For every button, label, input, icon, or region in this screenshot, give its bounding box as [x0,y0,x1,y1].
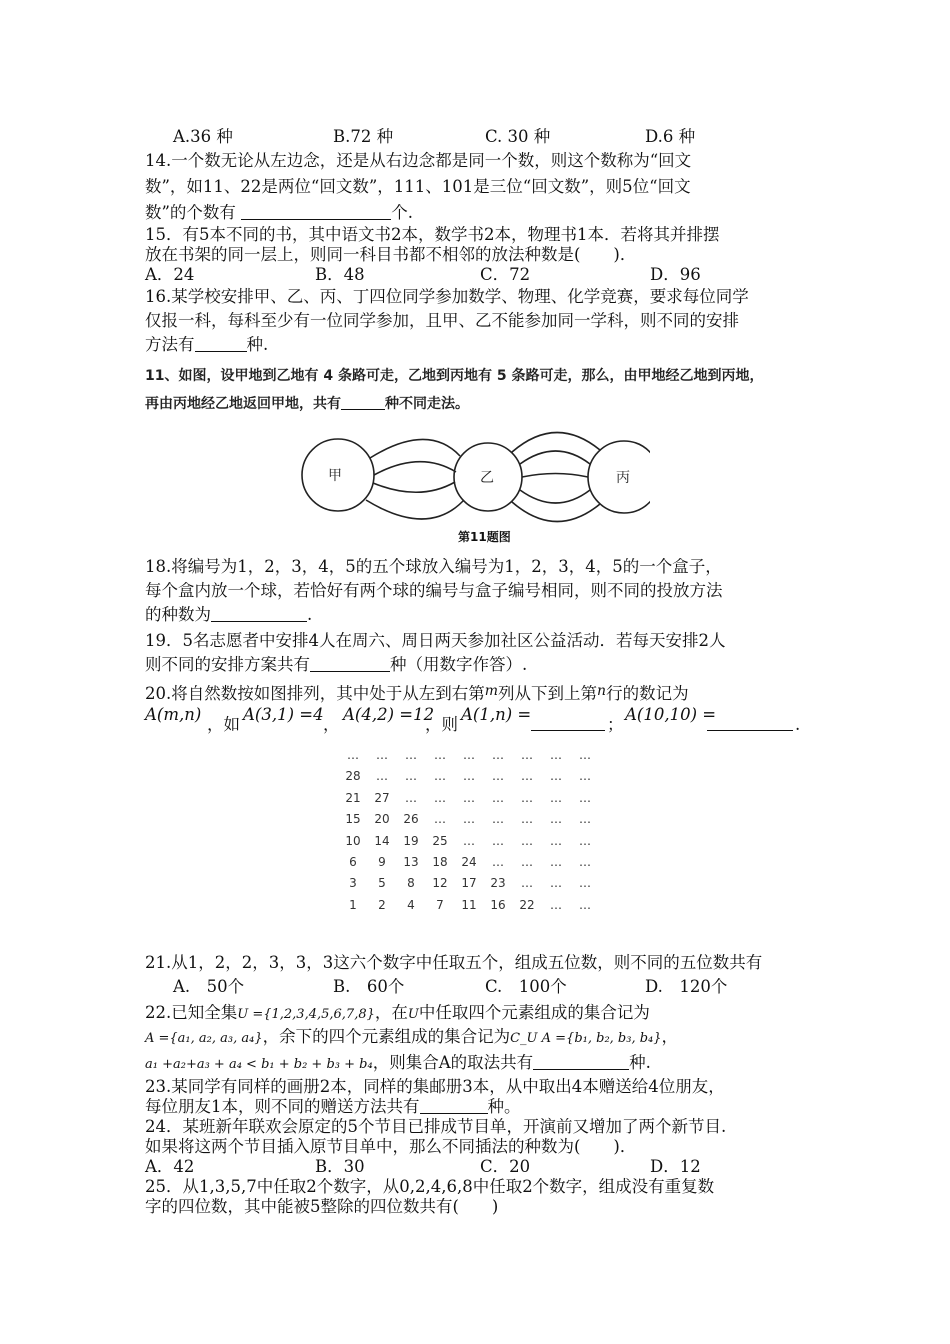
q24-line1: 24．某班新年联欢会原定的5个节目已排成节目单，开演前又增加了两个新节目. [145,1117,727,1136]
grid-cell: 4 [407,897,415,912]
grid-cell: … [521,790,533,805]
option-b: B.72 种 [333,127,394,146]
grid-cell: 17 [461,876,477,891]
grid-cell: … [434,790,446,805]
grid-row [340,791,610,811]
road-path [370,439,460,458]
option-d: D．12 [650,1157,701,1176]
grid-cell: 24 [461,855,477,869]
grid-row [340,812,610,832]
grid-cell: 28 [345,769,361,784]
option-a: A．24 [145,265,195,284]
grid-cell: 22 [519,897,535,912]
grid-cell: 20 [374,812,390,827]
answer-blank [533,1053,629,1070]
q14-line2: 数”，如11、22是两位“回文数”，111、101是三位“回文数”，则5位“回文 [145,177,691,196]
q20-line1: 20.将自然数按如图排列，其中处于从左到右第$^m$列从下到上第$^n$行的数记为 [145,683,689,703]
grid-cell: … [492,833,504,848]
grid-cell: … [463,769,475,784]
grid-cell: 7 [436,897,444,912]
road-path [520,490,590,503]
grid-cell: … [550,897,562,912]
road-path [520,451,590,464]
q15-line2: 放在书架的同一层上，则同一科目书都不相邻的放法种数是( )． [145,245,637,264]
option-a: A.36 种 [173,127,233,146]
grid-cell: 9 [378,855,386,869]
grid-cell: … [579,812,591,827]
grid-cell: 2 [378,897,386,912]
answer-blank [707,714,793,731]
q21-line1: 21.从1，2，2，3，3，3这六个数字中任取五个，组成五位数，则不同的五位数共有 [145,953,763,972]
grid-cell: 6 [349,855,357,869]
option-d: D. 120个 [645,977,728,996]
answer-blank [341,395,385,410]
q16-line2: 仅报一科，每科至少有一位同学参加，且甲、乙不能参加同一学科，则不同的安排 [145,311,739,330]
q25-line2: 字的四位数，其中能被5整除的四位数共有( ) [145,1197,499,1216]
road-path [366,500,464,519]
grid-row [340,834,610,854]
grid-cell: … [521,812,533,827]
grid-cell: … [550,790,562,805]
grid-cell: … [579,855,591,869]
grid-cell: … [579,790,591,805]
q15-line1: 15．有5本不同的书，其中语文书2本，数学书2本，物理书1本．若将其并排摆 [145,225,720,244]
grid-cell: … [550,769,562,784]
q18-line2: 每个盒内放一个球，若恰好有两个球的编号与盒子编号相同，则不同的投放方法 [145,581,723,600]
grid-cell: … [463,790,475,805]
q23-line1: 23.某同学有同样的画册2本，同样的集邮册3本，从中取出4本赠送给4位朋友， [145,1077,725,1096]
grid-cell: … [434,769,446,784]
option-b: B．30 [315,1157,365,1176]
grid-cell: 19 [403,833,419,848]
q14-line1: 14.一个数无论从左边念，还是从右边念都是同一个数，则这个数称为“回文 [145,151,692,170]
grid-cell: … [405,769,417,784]
grid-cell: 21 [345,790,361,805]
q14-line3: 数”的个数有 个. [145,203,413,222]
q18-line3: 的种数为 . [145,605,313,624]
q15-options [145,264,825,286]
answer-blank [310,655,390,672]
route-diagram [300,420,650,540]
q21-options [145,976,825,998]
grid-cell: … [347,748,359,762]
option-a: A．42 [145,1157,195,1176]
grid-cell: … [492,748,504,762]
grid-cell: … [579,748,591,762]
grid-cell: … [376,769,388,784]
q16-line1: 16.某学校安排甲、乙、丙、丁四位同学参加数学、物理、化学竞赛，要求每位同学 [145,287,749,306]
q22-line3: a₁ +a₂+a₃ + a₄ < b₁ + b₂ + b₃ + b₄，则集合A的取法共有 种. [145,1053,651,1072]
option-b: B. 60个 [333,977,405,996]
grid-cell: … [550,855,562,869]
q18-line1: 18.将编号为1，2，3，4，5的五个球放入编号为1，2，3，4，5的一个盒子， [145,557,722,576]
grid-cell: 5 [378,876,386,891]
road-path [512,502,600,522]
q22-line1: 22.已知全集U ={1,2,3,4,5,6,7,8}，在U中任取四个元素组成的集合记为 [145,1003,650,1022]
q23-line2: 每位朋友1本，则不同的赠送方法共有 种。 [145,1097,521,1116]
grid-cell: … [521,876,533,891]
option-d: D.6 种 [645,127,696,146]
grid-cell: … [521,833,533,848]
grid-cell: … [492,769,504,784]
grid-cell: … [579,833,591,848]
grid-cell: 25 [432,833,448,848]
road-path [374,462,456,475]
grid-row [340,876,610,896]
node-bing-label: 丙 [616,470,630,486]
grid-row [340,748,610,768]
q19-line2: 则不同的安排方案共有 种（用数字作答）. [145,655,528,674]
grid-cell: 13 [403,855,419,869]
q24-options [145,1156,825,1178]
grid-cell: … [579,897,591,912]
q13-options [145,126,825,148]
grid-cell: … [579,876,591,891]
q20-line2: A(m,n) ，如 A(3,1) =4 ， A(4,2) =12 ，则 A(1,n) = ； A(10,10) = . [145,705,801,734]
grid-cell: … [550,748,562,762]
grid-cell: … [376,748,388,762]
grid-cell: 11 [461,897,477,912]
grid-cell: … [550,833,562,848]
grid-cell: 23 [490,876,506,891]
q19-line1: 19．5名志愿者中安排4人在周六、周日两天参加社区公益活动．若每天安排2人 [145,631,726,650]
road-path [373,482,455,492]
grid-cell: … [492,855,504,869]
grid-cell: 27 [374,790,390,805]
grid-cell: … [463,833,475,848]
grid-cell: … [521,748,533,762]
option-c: C. 30 种 [485,127,551,146]
road-path [512,432,600,452]
q11-line2: 再由丙地经乙地返回甲地，共有 种不同走法。 [145,396,469,412]
grid-cell: 16 [490,897,506,912]
q25-line1: 25．从1,3,5,7中任取2个数字，从0,2,4,6,8中任取2个数字，组成没有重复数 [145,1177,715,1196]
answer-blank [420,1097,488,1114]
option-a: A. 50个 [173,977,245,996]
q22-line2: A ={a₁, a₂, a₃, a₄}，余下的四个元素组成的集合记为C_U A ={b₁, b₂, b₃, b₄}， [145,1027,679,1046]
grid-cell: … [521,855,533,869]
grid-cell: … [463,748,475,762]
road-path [522,474,588,478]
node-yi-label: 乙 [480,470,494,486]
grid-cell: 26 [403,812,419,827]
grid-cell: 14 [374,833,390,848]
grid-cell: 10 [345,833,361,848]
node-jia-label: 甲 [328,468,342,484]
grid-cell: … [521,769,533,784]
option-b: B．48 [315,265,365,284]
grid-cell: … [550,812,562,827]
grid-cell: … [405,790,417,805]
grid-row [340,855,610,875]
grid-cell: 12 [432,876,448,891]
grid-cell: 3 [349,876,357,891]
grid-row [340,898,610,918]
option-d: D．96 [650,265,701,284]
grid-cell: … [405,748,417,762]
answer-blank [211,605,307,622]
answer-blank [241,203,391,220]
grid-cell: 18 [432,855,448,869]
grid-cell: 8 [407,876,415,891]
grid-cell: … [434,748,446,762]
grid-cell: … [434,812,446,827]
grid-cell: … [492,790,504,805]
q24-line2: 如果将这两个节目插入原节目单中，那么不同插法的种数为( )． [145,1137,637,1156]
grid-cell: … [579,769,591,784]
grid-cell: 1 [349,897,357,912]
option-c: C. 100个 [485,977,567,996]
grid-cell: … [550,876,562,891]
q16-line3: 方法有 种. [145,335,269,354]
grid-cell: … [463,812,475,827]
q11-line1: 11、如图，设甲地到乙地有 4 条路可走，乙地到丙地有 5 条路可走，那么，由甲地经乙地到丙地， [145,368,764,384]
option-c: C．72 [480,265,531,284]
answer-blank [195,335,247,352]
grid-row [340,769,610,789]
grid-cell: 15 [345,812,361,827]
grid-cell: … [492,812,504,827]
option-c: C．20 [480,1157,531,1176]
figure-caption: 第11题图 [458,530,511,544]
answer-blank [531,714,605,731]
